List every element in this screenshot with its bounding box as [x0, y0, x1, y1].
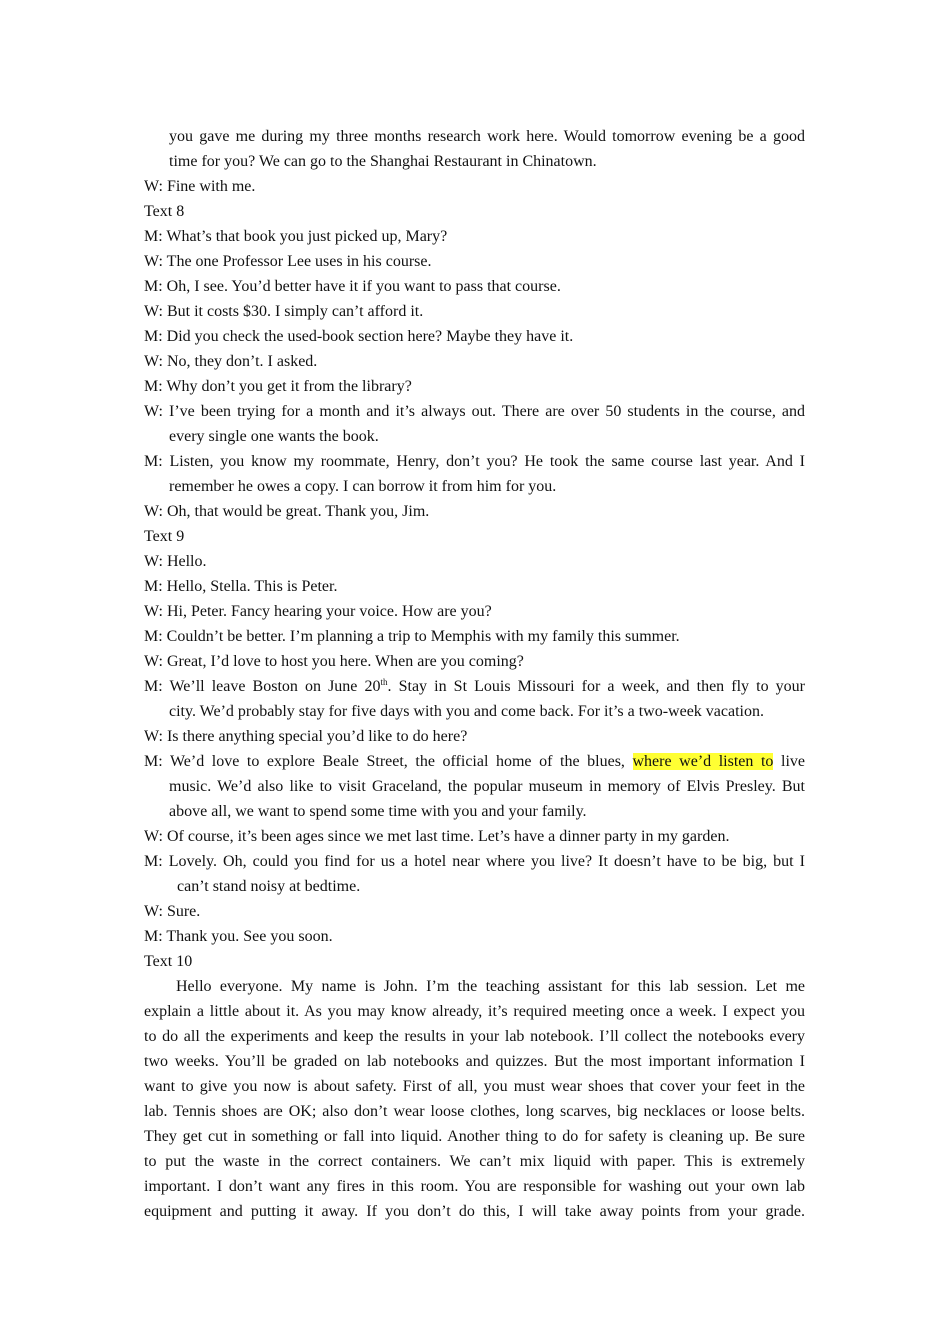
text-segment: M: We’d love to explore Beale Street, the official home of the blues, [144, 753, 633, 770]
paragraph-line: want to give you now is about safety. First of all, you must wear shoes that cover your feet in the [144, 1078, 805, 1095]
text-line: W: But it costs $30. I simply can’t afford it. [144, 303, 424, 320]
text-line: remember he owes a copy. I can borrow it from him for you. [169, 478, 557, 495]
text-line: M: Lovely. Oh, could you find for us a hotel near where you live? It doesn’t have to be big, but I [144, 853, 805, 870]
text-line: W: I’ve been trying for a month and it’s always out. There are over 50 students in the course, and [144, 403, 805, 420]
section-heading: Text 9 [144, 528, 185, 545]
paragraph-line: explain a little about it. As you may know already, it’s required meeting once a week. I expect you [144, 1003, 805, 1020]
text-line: W: Sure. [144, 903, 201, 920]
text-line: W: No, they don’t. I asked. [144, 353, 318, 370]
text-line: W: Is there anything special you’d like to do here? [144, 728, 468, 745]
text-line: W: Great, I’d love to host you here. When are you coming? [144, 653, 524, 670]
text-line [144, 749, 805, 774]
paragraph-line: to put the waste in the correct containers. We can’t mix liquid with paper. This is extremely [144, 1153, 805, 1170]
text-line: M: Hello, Stella. This is Peter. [144, 578, 338, 595]
transcript-page [144, 124, 805, 1224]
section-heading: Text 10 [144, 953, 193, 970]
paragraph-line: to do all the experiments and keep the results in your lab notebook. I’ll collect the notebooks every [144, 1028, 805, 1045]
text-line: you gave me during my three months research work here. Would tomorrow evening be a good [169, 128, 805, 145]
text-line: W: Of course, it’s been ages since we met last time. Let’s have a dinner party in my garden. [144, 828, 730, 845]
section-heading: Text 8 [144, 203, 185, 220]
text-line: time for you? We can go to the Shanghai Restaurant in Chinatown. [169, 153, 597, 170]
text-line: W: Hi, Peter. Fancy hearing your voice. How are you? [144, 603, 492, 620]
text-line: W: Fine with me. [144, 178, 256, 195]
paragraph-line: equipment and putting it away. If you don’t do this, I will take away points from your grade. [144, 1203, 805, 1220]
paragraph-line: important. I don’t want any fires in this room. You are responsible for washing out your own lab [144, 1178, 805, 1195]
text-segment: M: We’ll leave Boston on June 20 [144, 678, 381, 695]
text-line: M: Couldn’t be better. I’m planning a trip to Memphis with my family this summer. [144, 628, 680, 645]
paragraph-line: Hello everyone. My name is John. I’m the teaching assistant for this lab session. Let me [176, 978, 805, 995]
text-line: M: Did you check the used-book section here? Maybe they have it. [144, 328, 574, 345]
text-line [144, 674, 805, 699]
ordinal-suffix: th [380, 677, 388, 687]
text-line: W: The one Professor Lee uses in his course. [144, 253, 432, 270]
text-line: M: Oh, I see. You’d better have it if you want to pass that course. [144, 278, 561, 295]
text-line: above all, we want to spend some time with you and your family. [169, 803, 587, 820]
text-line: music. We’d also like to visit Graceland, the popular museum in memory of Elvis Presley. But [169, 778, 805, 795]
highlighted-text: where we’d listen to [632, 753, 774, 770]
text-line: M: Why don’t you get it from the library? [144, 378, 412, 395]
text-line: M: Thank you. See you soon. [144, 928, 333, 945]
text-line: can’t stand noisy at bedtime. [177, 878, 361, 895]
text-line: city. We’d probably stay for five days with you and come back. For it’s a two-week vacation. [169, 703, 764, 720]
text-line: W: Oh, that would be great. Thank you, Jim. [144, 503, 430, 520]
text-line: W: Hello. [144, 553, 207, 570]
paragraph-line: two weeks. You’ll be graded on lab notebooks and quizzes. But the most important information I [144, 1053, 805, 1070]
text-segment: live [773, 753, 805, 770]
text-line: M: What’s that book you just picked up, Mary? [144, 228, 448, 245]
text-segment: . Stay in St Louis Missouri for a week, and then fly to your [387, 678, 805, 695]
paragraph-line: lab. Tennis shoes are OK; also don’t wear loose clothes, long scarves, big necklaces or loose belts. [144, 1103, 805, 1120]
paragraph-line: They get cut in something or fall into liquid. Another thing to do for safety is cleaning up. Be sure [144, 1128, 805, 1145]
text-line: every single one wants the book. [169, 428, 379, 445]
text-line: M: Listen, you know my roommate, Henry, don’t you? He took the same course last year. And I [144, 453, 805, 470]
